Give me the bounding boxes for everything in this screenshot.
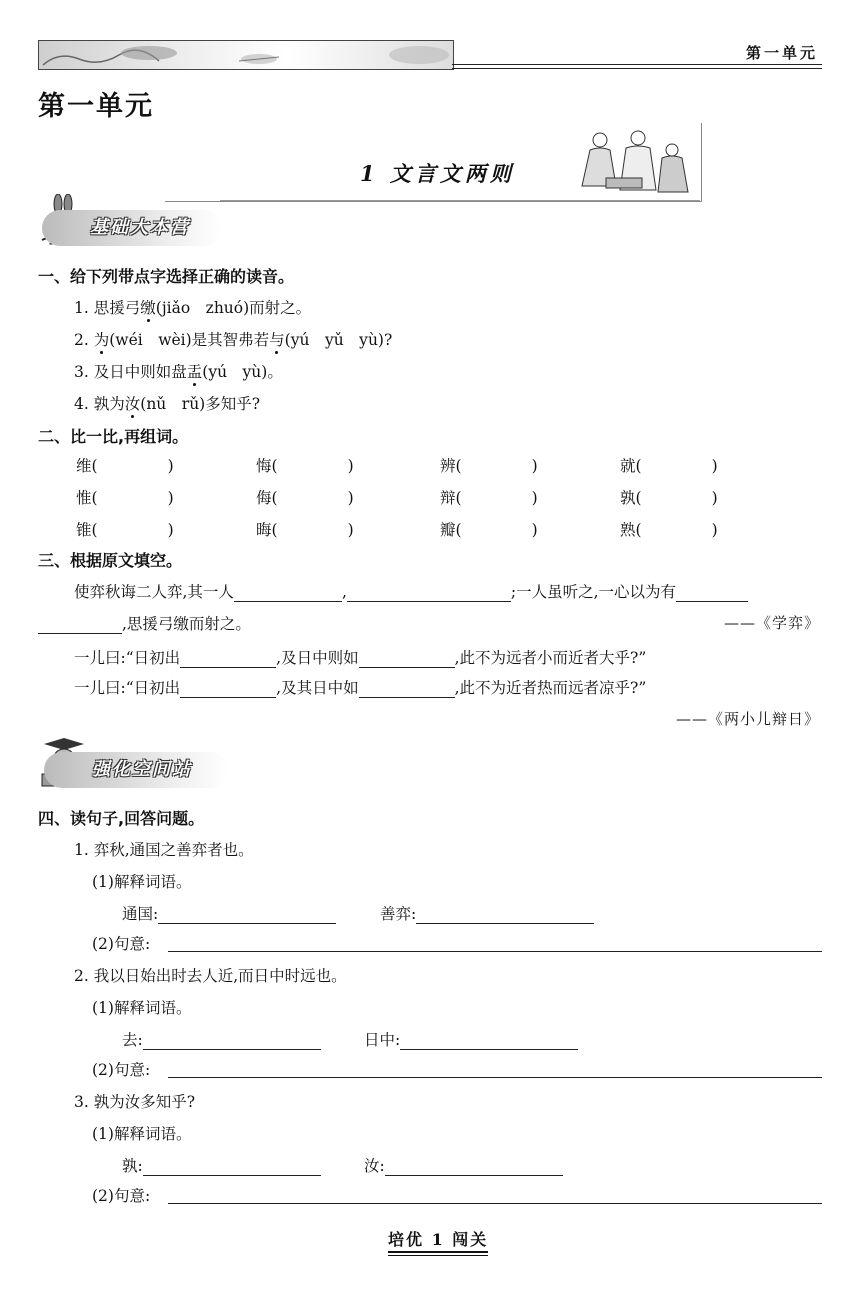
q2-word-cell — [440, 486, 538, 508]
q3-p1-c: ;一人虽听之,一心以为有 — [510, 583, 677, 601]
scholars-illustration-icon — [560, 126, 700, 200]
q2-open-paren: ( — [271, 457, 278, 475]
page-footer: 培优 1 闯关 — [388, 1227, 488, 1253]
q1-item-1-pre: 思援弓 — [93, 299, 141, 317]
q4-s2-w1-label: 去: — [122, 1031, 143, 1049]
q2-open-paren: ( — [91, 457, 98, 475]
q2-close-paren: ) — [167, 457, 174, 475]
q2-close-paren: ) — [167, 489, 174, 507]
q2-open-paren: ( — [91, 521, 98, 539]
q2-open-paren: ( — [635, 457, 642, 475]
q4-s3-w1-blank[interactable] — [143, 1159, 321, 1176]
q3-p1-a: 使弈秋诲二人弈,其一人 — [74, 583, 234, 601]
q2-close-paren: ) — [531, 521, 538, 539]
q1-title: 一、给下列带点字选择正确的读音。 — [38, 267, 295, 286]
q4-s2-explain: (1)解释词语。 — [92, 999, 192, 1017]
q3-blank-3[interactable] — [676, 585, 748, 602]
q4-s1-word-1 — [122, 902, 336, 924]
q3-p2-b: ,及日中则如 — [276, 649, 359, 667]
q3-p2-c: ,此不为远者小而近者大乎?” — [454, 649, 647, 667]
q3-blank-2[interactable] — [347, 585, 511, 602]
q4-s2-word-1 — [122, 1028, 321, 1050]
q2-close-paren: ) — [711, 521, 718, 539]
q2-char: 侮 — [256, 489, 272, 507]
q2-word-cell — [440, 454, 538, 476]
q3-passage-1-cont — [38, 612, 251, 634]
q3-blank-4[interactable] — [38, 617, 122, 634]
q1-item-3-dotted: 盂 — [186, 363, 203, 381]
q2-char: 孰 — [620, 489, 636, 507]
q1-item-3-post: (yú yù)。 — [202, 363, 283, 381]
q4-s2-word-2 — [364, 1028, 578, 1050]
q2-char: 辨 — [440, 457, 456, 475]
q4-sentence-3: 3. 孰为汝多知乎? — [74, 1093, 196, 1111]
q4-s2-w1-blank[interactable] — [143, 1033, 321, 1050]
q3-passage-3 — [74, 676, 646, 698]
q4-s3-explain: (1)解释词语。 — [92, 1125, 192, 1143]
q2-open-paren: ( — [635, 521, 642, 539]
q2-word-cell — [256, 486, 354, 508]
q3-blank-8[interactable] — [359, 681, 455, 698]
q4-s2-w2-label: 日中: — [364, 1031, 401, 1049]
q2-close-paren: ) — [531, 457, 538, 475]
q3-blank-7[interactable] — [180, 681, 276, 698]
q1-item-2 — [74, 328, 392, 350]
q2-title: 二、比一比,再组词。 — [38, 427, 189, 446]
q4-s2-meaning: (2)句意: — [92, 1061, 151, 1079]
q1-item-3-pre: 及日中则如盘 — [93, 363, 187, 381]
q2-char: 熟 — [620, 521, 636, 539]
q2-word-cell — [76, 518, 174, 540]
q2-word-cell — [256, 454, 354, 476]
q4-s3-word-2 — [364, 1154, 563, 1176]
q3-blank-1[interactable] — [234, 585, 342, 602]
q4-s3-w2-blank[interactable] — [385, 1159, 563, 1176]
q1-item-2-num: 2. — [74, 331, 89, 349]
q3-p2-a: 一儿曰:“日初出 — [74, 649, 181, 667]
q1-item-1-num: 1. — [74, 299, 89, 317]
q4-s1-word-2 — [380, 902, 594, 924]
q2-word-cell — [620, 518, 718, 540]
q4-s1-explain: (1)解释词语。 — [92, 873, 192, 891]
q2-close-paren: ) — [347, 457, 354, 475]
q2-open-paren: ( — [271, 489, 278, 507]
q2-open-paren: ( — [91, 489, 98, 507]
q2-open-paren: ( — [635, 489, 642, 507]
q2-word-cell — [620, 454, 718, 476]
q2-open-paren: ( — [455, 489, 462, 507]
basic-section-label: 基础大本营 — [42, 210, 222, 246]
q1-item-3-num: 3. — [74, 363, 89, 381]
page-title: 第一单元 — [38, 91, 154, 122]
q4-s3-meaning: (2)句意: — [92, 1187, 151, 1205]
q1-item-4-pre: 孰为 — [93, 395, 125, 413]
q3-p3-c: ,此不为近者热而远者凉乎?” — [454, 679, 647, 697]
q2-close-paren: ) — [531, 489, 538, 507]
q3-source-2: ——《两小儿辩日》 — [675, 710, 820, 728]
q2-open-paren: ( — [271, 521, 278, 539]
q2-word-cell — [256, 518, 354, 540]
q4-sentence-1: 1. 弈秋,通国之善弈者也。 — [74, 841, 254, 859]
q2-word-cell — [440, 518, 538, 540]
q3-passage-2 — [74, 646, 646, 668]
q2-char: 瓣 — [440, 521, 456, 539]
q2-char: 锥 — [76, 521, 92, 539]
scholars-illustration — [560, 126, 700, 204]
q3-passage-1 — [74, 580, 824, 602]
q1-item-4-post: (nǔ rǔ)多知乎? — [140, 395, 261, 413]
q4-s3-w1-label: 孰: — [122, 1157, 143, 1175]
q2-open-paren: ( — [455, 521, 462, 539]
q1-item-2-dotted-2: 与 — [269, 331, 285, 349]
q1-item-1-dotted: 缴 — [140, 299, 156, 317]
q1-item-1-post: (jiǎo zhuó)而射之。 — [155, 299, 312, 317]
q2-close-paren: ) — [347, 521, 354, 539]
q2-close-paren: ) — [711, 457, 718, 475]
header-rule-thin — [452, 68, 822, 69]
q1-item-2-dotted: 为 — [93, 331, 110, 349]
q2-close-paren: ) — [711, 489, 718, 507]
lesson-title: 1 文言文两则 — [360, 161, 515, 186]
header-unit-tag: 第一单元 — [745, 44, 818, 62]
q4-s1-w2-label: 善弈: — [380, 905, 417, 923]
q1-item-3 — [74, 360, 283, 382]
header-rule — [452, 64, 822, 65]
q4-s3-w2-label: 汝: — [364, 1157, 385, 1175]
header-banner-image — [38, 40, 454, 70]
q1-item-4-num: 4. — [74, 395, 89, 413]
q2-word-cell — [76, 486, 174, 508]
q3-title: 三、根据原文填空。 — [38, 551, 183, 570]
q2-open-paren: ( — [455, 457, 462, 475]
q3-p1-d: ,思援弓缴而射之。 — [122, 615, 251, 633]
q2-close-paren: ) — [347, 489, 354, 507]
q4-s2-meaning-blank[interactable] — [168, 1076, 822, 1078]
q4-s3-meaning-blank[interactable] — [168, 1202, 822, 1204]
q2-word-cell — [76, 454, 174, 476]
q4-s1-w1-label: 通国: — [122, 905, 159, 923]
q1-item-4 — [74, 392, 260, 414]
q2-close-paren: ) — [167, 521, 174, 539]
q4-s2-w2-blank[interactable] — [400, 1033, 578, 1050]
q4-title: 四、读句子,回答问题。 — [38, 809, 205, 828]
q1-item-4-dotted: 汝 — [124, 395, 141, 413]
q4-s1-meaning: (2)句意: — [92, 935, 151, 953]
q2-char: 辩 — [440, 489, 456, 507]
q3-p3-a: 一儿曰:“日初出 — [74, 679, 181, 697]
landscape-decoration-icon — [39, 41, 453, 69]
q1-item-1 — [74, 296, 311, 318]
q3-p1-b: , — [341, 583, 347, 601]
q2-char: 就 — [620, 457, 636, 475]
q2-char: 惟 — [76, 489, 92, 507]
q1-item-2-post: (yú yǔ yù)? — [284, 331, 393, 349]
q1-item-2-mid: (wéi wèi)是其智弗若 — [109, 331, 270, 349]
q2-word-cell — [620, 486, 718, 508]
q2-char: 维 — [76, 457, 92, 475]
q2-char: 悔 — [256, 457, 272, 475]
q4-s1-w1-blank[interactable] — [158, 907, 336, 924]
q3-source-1: ——《学弈》 — [723, 614, 820, 632]
q4-sentence-2: 2. 我以日始出时去人近,而日中时远也。 — [74, 967, 347, 985]
q3-blank-5[interactable] — [180, 651, 276, 668]
q3-p3-b: ,及其日中如 — [276, 679, 359, 697]
q4-s1-w2-blank[interactable] — [416, 907, 594, 924]
q3-blank-6[interactable] — [359, 651, 455, 668]
q4-s3-word-1 — [122, 1154, 321, 1176]
strengthen-section-label: 强化空间站 — [44, 752, 228, 788]
q4-s1-meaning-blank[interactable] — [168, 950, 822, 952]
q2-char: 晦 — [256, 521, 272, 539]
